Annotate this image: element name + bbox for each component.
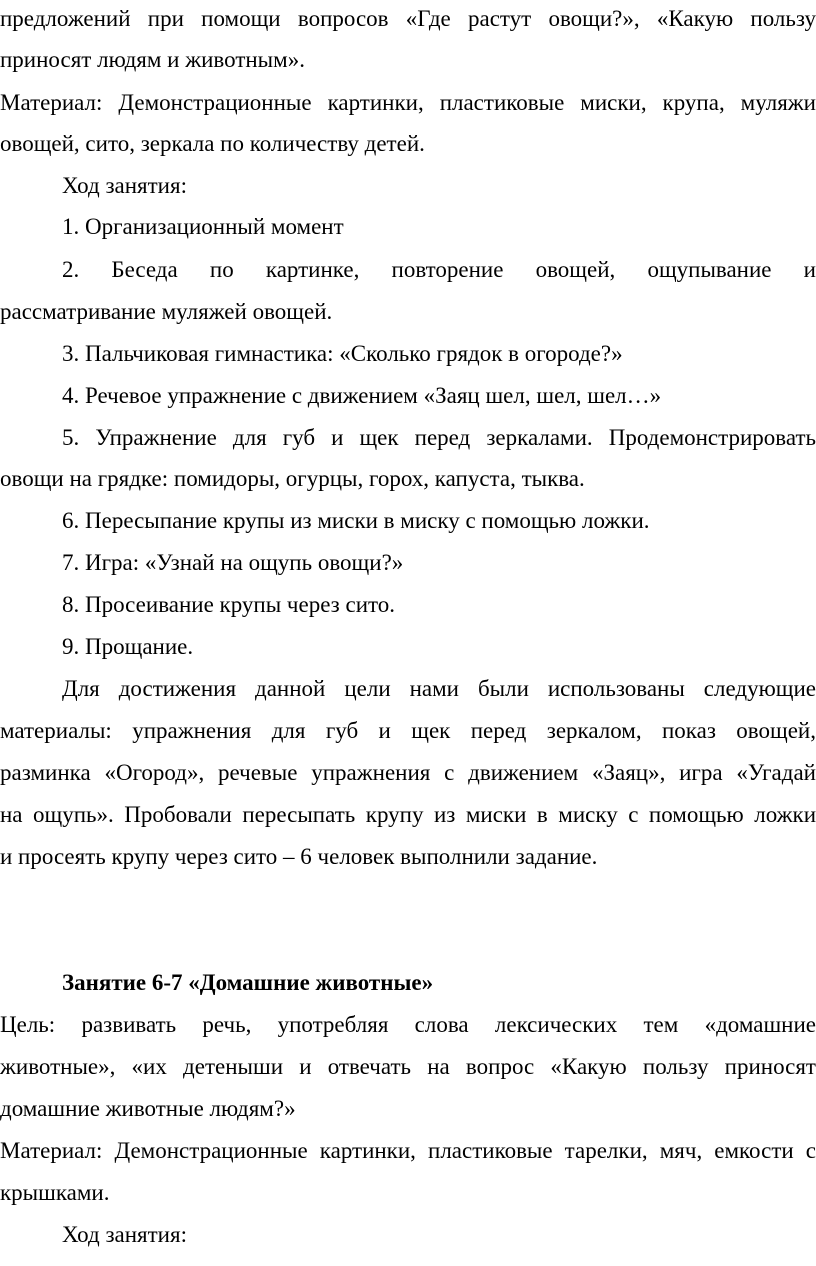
text-line: Цель: развивать речь, употребляя слова лексических тем «домашние (0, 1012, 816, 1037)
text-line: приносят людям и животным». (0, 47, 305, 72)
text-line: овощи на грядке: помидоры, огурцы, горох, капуста, тыква. (0, 466, 585, 491)
text-line: Материал: Демонстрационные картинки, пластиковые миски, крупа, муляжи (0, 90, 816, 115)
section-heading: Занятие 6-7 «Домашние животные» (62, 970, 434, 995)
list-item: 1. Организационный момент (62, 214, 344, 239)
text-line: крышками. (0, 1180, 110, 1205)
list-item: 3. Пальчиковая гимнастика: «Сколько грядок в огороде?» (62, 341, 623, 366)
list-item: 7. Игра: «Узнай на ощупь овощи?» (62, 550, 404, 575)
text-line: домашние животные людям?» (0, 1096, 296, 1121)
text-line: Ход занятия: (62, 1222, 187, 1247)
text-line: на ощупь». Пробовали пересыпать крупу из миски в миску с помощью ложки (0, 802, 816, 827)
text-line: и просеять крупу через сито – 6 человек выполнили задание. (0, 844, 598, 869)
text-line: Материал: Демонстрационные картинки, пластиковые тарелки, мяч, емкости с (0, 1138, 816, 1163)
list-item: 5. Упражнение для губ и щек перед зеркалами. Продемонстрировать (62, 425, 816, 450)
text-line: предложений при помощи вопросов «Где растут овощи?», «Какую пользу (0, 6, 816, 31)
text-line: животные», «их детеныши и отвечать на вопрос «Какую пользу приносят (0, 1054, 816, 1079)
text-line: рассматривание муляжей овощей. (0, 299, 333, 324)
list-item: 2. Беседа по картинке, повторение овощей, ощупывание и (62, 257, 816, 282)
text-line: материалы: упражнения для губ и щек перед зеркалом, показ овощей, (0, 718, 816, 743)
list-item: 9. Прощание. (62, 634, 194, 659)
list-item: 8. Просеивание крупы через сито. (62, 592, 396, 617)
text-line: Ход занятия: (62, 173, 187, 198)
list-item: 4. Речевое упражнение с движением «Заяц шел, шел, шел…» (62, 383, 662, 408)
text-line: овощей, сито, зеркала по количеству детей. (0, 131, 425, 156)
text-line: разминка «Огород», речевые упражнения с движением «Заяц», игра «Угадай (0, 760, 816, 785)
text-line: Для достижения данной цели нами были использованы следующие (62, 676, 816, 701)
list-item: 6. Пересыпание крупы из миски в миску с помощью ложки. (62, 508, 650, 533)
